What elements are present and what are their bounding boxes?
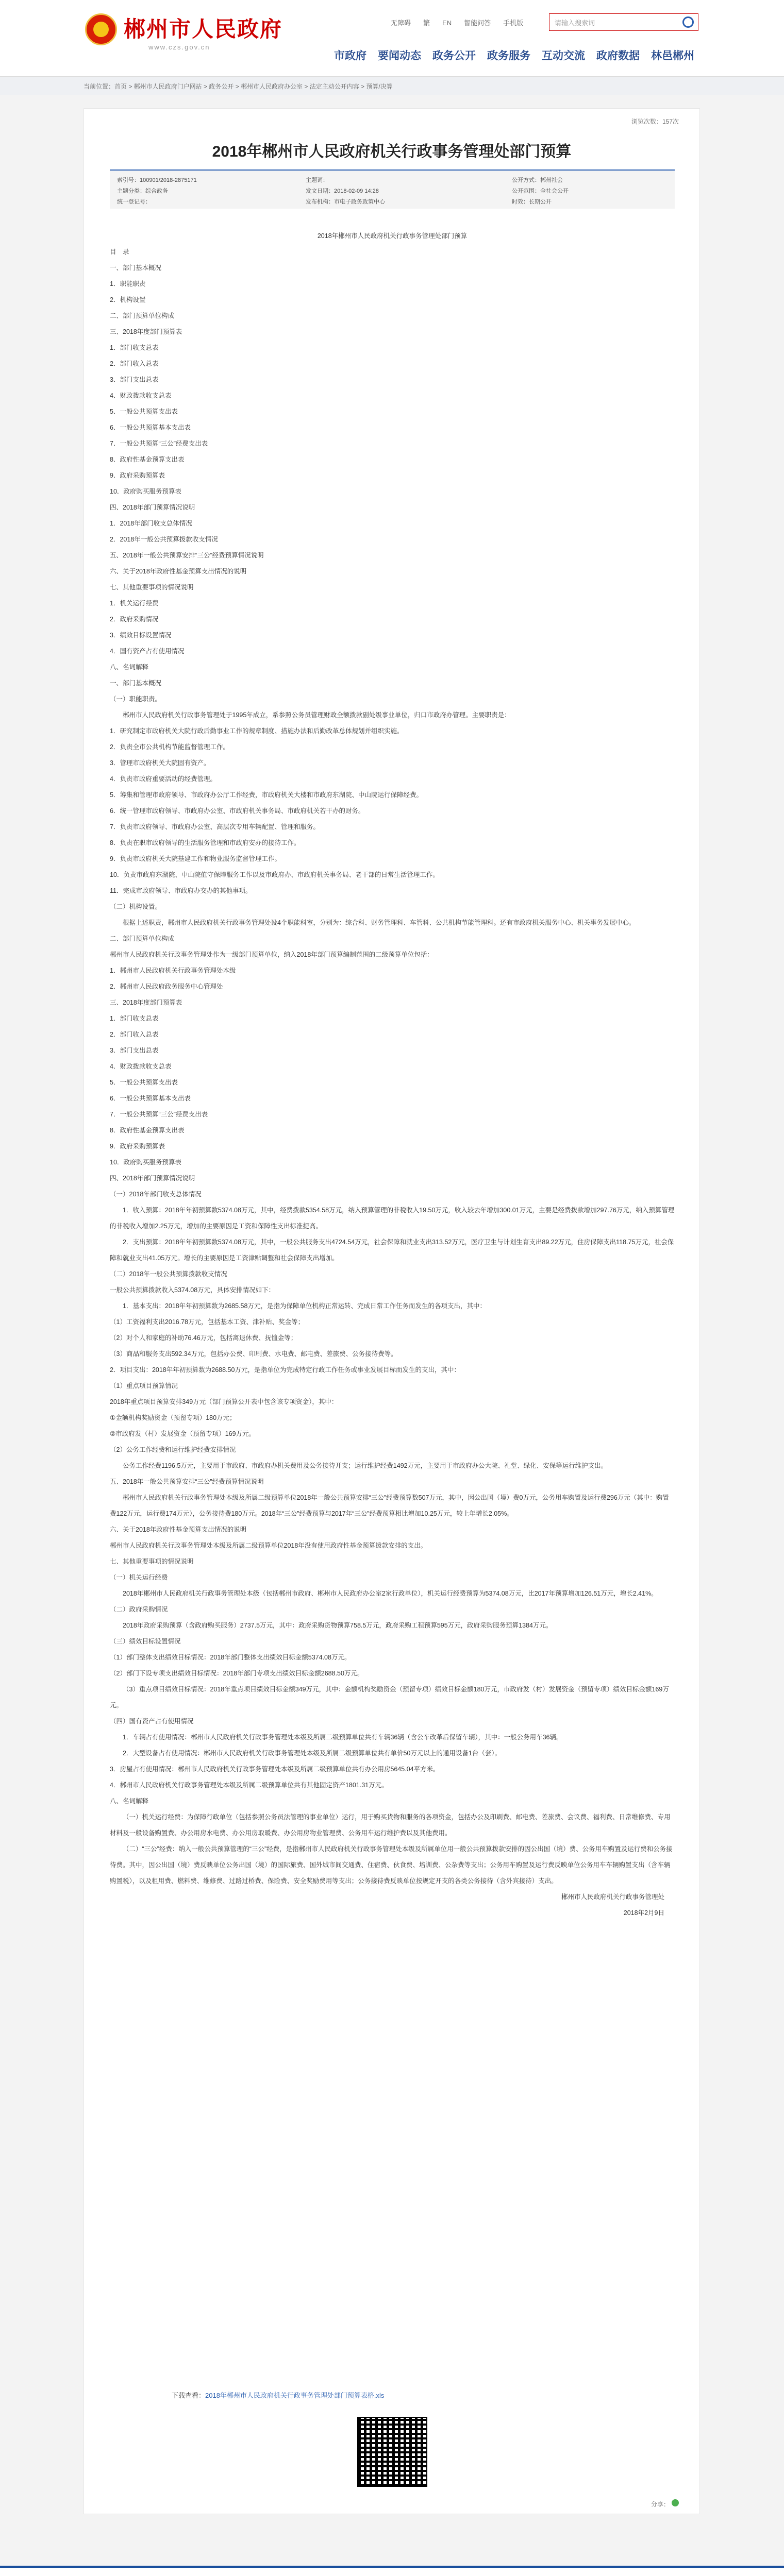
content-paragraph: （1）工资福利支出2016.78万元，包括基本工资、津补贴、奖金等； (110, 1318, 305, 1326)
content-paragraph: 4．郴州市人民政府机关行政事务管理处本级及所属二级预算单位共有其他固定资产1801.31万元。 (110, 1782, 388, 1789)
top-links (391, 18, 536, 27)
content-paragraph: （二）政府采购情况 (110, 1606, 168, 1613)
content-paragraph: 10．政府购买服务预算表 (110, 488, 181, 495)
download-row: 下载查看：2018年郴州市人民政府机关行政事务管理处部门预算表格.xls (172, 2392, 385, 2399)
content-paragraph: （一）职能职责。 (110, 696, 162, 703)
content-paragraph: 四、2018年部门预算情况说明 (110, 1175, 195, 1182)
content-paragraph: 1．部门收支总表 (110, 344, 159, 351)
emblem-icon[interactable] (85, 13, 117, 45)
qa-link[interactable]: 智能问答 (464, 19, 491, 27)
nav-item[interactable]: 林邑郴州 (651, 50, 694, 62)
search-input[interactable]: 请输入搜索词 (555, 19, 595, 27)
content-paragraph: 3．绩效目标设置情况 (110, 632, 172, 639)
content-paragraph: 郴州市人民政府机关行政事务管理处作为一级部门预算单位，纳入2018年部门预算编制范围的二级预算单位包括： (110, 951, 433, 958)
content-paragraph: 1．2018年部门收支总体情况 (110, 520, 192, 527)
nav-item[interactable]: 互动交流 (542, 50, 585, 62)
content-paragraph: （2）部门下设专项支出绩效目标情况：2018年部门专项支出绩效目标金额2688.50万元。 (110, 1670, 364, 1677)
page-title: 2018年郴州市人民政府机关行政事务管理处部门预算 (212, 143, 572, 160)
content-paragraph: 9．负责市政府机关大院基建工作和物业服务监督管理工作。 (110, 855, 281, 862)
content-paragraph: ②市政府发（村）发展资金（预留专项）169万元。 (110, 1430, 256, 1437)
content-paragraph: 2．负责全市公共机构节能监督管理工作。 (110, 743, 229, 751)
content-paragraph: 5．筹集和管理市政府领导、市政府办公厅工作经费，市政府机关大楼和市政府东湖院、中山院运行保障经费。 (110, 791, 423, 799)
content-paragraph: 1．职能职责 (110, 280, 146, 287)
content-paragraph: 2．2018年一般公共预算拨款收支情况 (110, 536, 218, 543)
nav-item[interactable]: 政务服务 (487, 50, 530, 62)
content-paragraph: （二）“三公”经费：纳入一般公共预算管理的“三公”经费，是指郴州市人民政府机关行政事务管理处本级及所属单位用一般公共预算拨款安排的因公出国（境）费、公务用车购置及运行费和公务接待费。其中，因公出国（境）费反映单位公务出国（境）的国际旅费、国外城市间交通费、住宿费、伙食费、培训费、公杂费等支出；公务用车购置及运行费反映单位公务用车车辆购置支出（含车辆购置税），以及租用费、燃料费、维修费、过路过桥费、保险费、安全奖励费用等支出；公务接待费反映单位按规定开支的各类公务接待（含外宾接待）支出。 (110, 1845, 673, 1885)
content-paragraph: 3．房屋占有使用情况：郴州市人民政府机关行政事务管理处本级及所属二级预算单位共有办公用房5645.04平方米。 (110, 1766, 440, 1773)
content-paragraph: 2．部门收入总表 (110, 1031, 159, 1038)
search-icon[interactable] (682, 16, 694, 28)
content-paragraph: 五、2018年一般公共预算安排“三公”经费预算情况说明 (110, 1478, 264, 1485)
wechat-icon[interactable] (672, 2499, 679, 2506)
content-paragraph: 8．政府性基金预算支出表 (110, 1127, 185, 1134)
content-paragraph: （2）公务工作经费和运行维护经费安排情况 (110, 1446, 236, 1453)
content-paragraph: 二、部门预算单位构成 (110, 312, 175, 319)
article-body (110, 228, 675, 1921)
content-paragraph: 1．基本支出：2018年年初预算数为2685.58万元，是指为保障单位机构正常运转、完成日常工作任务而发生的各项支出，其中： (123, 1302, 486, 1310)
content-paragraph: （3）商品和服务支出592.34万元，包括办公费、印刷费、水电费、邮电费、差旅费、公务接待费等。 (110, 1350, 397, 1358)
content-paragraph: 1．收入预算：2018年年初预算数5374.08万元，其中，经费拨款5354.58万元，纳入预算管理的非税收入19.50万元，收入较去年增加300.01万元，主要是经费拨款增加297.76万元，纳入预算管理的非税收入增加2.25万元，增加的主要原因是工资和保障性支出标准提高。 (110, 1207, 675, 1230)
content-paragraph: （二）2018年一般公共预算拨款收支情况 (110, 1270, 227, 1278)
content-paragraph: 公务工作经费1196.5万元，主要用于市政府、市政府办机关费用及公务接待开支；运行维护经费1492万元，主要用于市政府办公大院、礼堂、绿化、安保等运行维护支出。 (123, 1462, 608, 1469)
content-paragraph: 2018年政府采购预算（含政府购买服务）2737.5万元，其中：政府采购货物预算758.5万元，政府采购工程预算595万元，政府采购服务预算1384万元。 (123, 1622, 553, 1629)
content-paragraph: （四）国有资产占有使用情况 (110, 1718, 194, 1725)
content-paragraph: 郴州市人民政府机关行政事务管理处本级及所属二级预算单位2018年没有使用政府性基金预算拨款安排的支出。 (110, 1542, 427, 1549)
content-paragraph: 郴州市人民政府机关行政事务管理处于1995年成立，系参照公务员管理财政全额拨款副处级事业单位，归口市政府办管理。主要职责是： (123, 711, 511, 719)
content-paragraph: （一）机关运行经费：为保障行政单位（包括参照公务员法管理的事业单位）运行，用于购买货物和服务的各项资金，包括办公及印刷费、邮电费、差旅费、会议费、福利费、日常维修费、专用材料及一般设备购置费、办公用房水电费、办公用房取暖费、办公用房物业管理费、公务用车运行维护费以及其他费用。 (110, 1814, 671, 1837)
content-paragraph: 2018年郴州市人民政府机关行政事务管理处部门预算 (317, 232, 468, 240)
accessibility-link[interactable]: 无障碍 (391, 19, 411, 27)
content-paragraph: 8．负责在职市政府领导的生活服务管理和市政府安办的接待工作。 (110, 839, 301, 846)
content-paragraph: 7．一般公共预算“三公”经费支出表 (110, 1111, 208, 1118)
content-paragraph: 五、2018年一般公共预算安排“三公”经费预算情况说明 (110, 552, 264, 559)
content-paragraph: 7．负责市政府领导、市政府办公室、高层次专用车辆配置、管理和服务。 (110, 823, 320, 831)
content-paragraph: 9．政府采购预算表 (110, 472, 165, 479)
content-paragraph: 3．管理市政府机关大院固有资产。 (110, 759, 210, 767)
index-value: 100901/2018-2875171 (140, 177, 197, 183)
content-paragraph: 目 录 (110, 248, 129, 256)
search-box[interactable] (549, 13, 698, 31)
content-paragraph: 4．国有资产占有使用情况 (110, 648, 185, 655)
content-paragraph: 2018年2月9日 (623, 1909, 664, 1917)
traditional-link[interactable]: 繁 (423, 19, 430, 27)
content-paragraph: （三）绩效目标设置情况 (110, 1638, 181, 1645)
content-paragraph: 6．一般公共预算基本支出表 (110, 1095, 191, 1102)
content-paragraph: 三、2018年度部门预算表 (110, 999, 182, 1006)
content-paragraph: 六、关于2018年政府性基金预算支出情况的说明 (110, 1526, 247, 1533)
content-paragraph: （1）重点项目预算情况 (110, 1382, 178, 1389)
publish-date: 2018-02-09 14:28 (334, 188, 379, 194)
nav-item[interactable]: 政务公开 (432, 50, 476, 62)
content-paragraph: 3．部门支出总表 (110, 1047, 159, 1054)
site-title[interactable]: 郴州市人民政府 (124, 16, 283, 42)
content-paragraph: 1．车辆占有使用情况：郴州市人民政府机关行政事务管理处本级及所属二级预算单位共有车辆36辆（含公车改革后保留车辆），其中：一般公务用车36辆。 (123, 1734, 563, 1741)
content-paragraph: 一、部门基本概况 (110, 680, 162, 687)
article-card (84, 108, 700, 2514)
content-paragraph: 三、2018年度部门预算表 (110, 328, 182, 335)
content-paragraph: 根据上述职责，郴州市人民政府机关行政事务管理处设4个职能科室，分别为：综合科、财务管理科、车管科、公共机构节能管理科。还有市政府机关服务中心、机关事务发展中心。 (123, 919, 636, 926)
content-paragraph: 二、部门预算单位构成 (110, 935, 175, 942)
content-paragraph: 2．项目支出：2018年年初预算数为2688.50万元，是指单位为完成特定行政工作任务或事业发展目标而发生的支出，其中： (110, 1366, 460, 1374)
mobile-link[interactable]: 手机版 (503, 19, 524, 27)
content-paragraph: （一）机关运行经费 (110, 1574, 168, 1581)
qr-code (357, 2417, 427, 2487)
download-link[interactable]: 2018年郴州市人民政府机关行政事务管理处部门预算表格.xls (205, 2392, 385, 2399)
breadcrumb-bar (0, 76, 784, 95)
content-paragraph: 7．一般公共预算“三公”经费支出表 (110, 440, 208, 447)
content-paragraph: （二）机构设置。 (110, 903, 162, 910)
content-paragraph: 2．大型设备占有使用情况：郴州市人民政府机关行政事务管理处本级及所属二级预算单位共有单价50万元以上的通用设备1台（套）。 (123, 1750, 502, 1757)
content-paragraph: 5．一般公共预算支出表 (110, 408, 178, 415)
content-paragraph: 1．郴州市人民政府机关行政事务管理处本级 (110, 967, 236, 974)
site-header (0, 0, 784, 76)
content-paragraph: 2018年重点项目预算安排349万元（部门预算公开表中包含该专项资金），其中： (110, 1398, 338, 1405)
content-paragraph: 2．机构设置 (110, 296, 146, 303)
content-paragraph: 八、名词解释 (110, 1798, 149, 1805)
content-paragraph: 一、部门基本概况 (110, 264, 162, 272)
content-paragraph: 1．部门收支总表 (110, 1015, 159, 1022)
content-paragraph: ①金额机构奖励资金（预留专项）180万元； (110, 1414, 236, 1421)
content-paragraph: 四、2018年部门预算情况说明 (110, 504, 195, 511)
english-link[interactable]: EN (442, 19, 452, 27)
content-paragraph: 6．一般公共预算基本支出表 (110, 424, 191, 431)
content-paragraph: （2）对个人和家庭的补助76.46万元，包括离退休费、抚恤金等； (110, 1334, 297, 1342)
content-paragraph: 七、其他重要事项的情况说明 (110, 1558, 194, 1565)
content-paragraph: 2．郴州市人民政府政务服务中心管理处 (110, 983, 223, 990)
content-paragraph: 9．政府采购预算表 (110, 1143, 165, 1150)
content-paragraph: 4．财政拨款收支总表 (110, 392, 172, 399)
view-count: 浏览次数：157次 (631, 118, 679, 125)
content-paragraph: 4．财政拨款收支总表 (110, 1063, 172, 1070)
nav-item[interactable]: 要闻动态 (378, 50, 421, 62)
content-paragraph: 5．一般公共预算支出表 (110, 1079, 178, 1086)
meta-table: 索引号：100901/2018-2875171 主题词： 公开方式：郴州社会 主题分类：综合政务 发文日期：2018-02-09 14:28 公开范围：全社会公开 统一登记号： 发布机构：市电子政务政策中心 时效：长期公开 (110, 170, 675, 209)
content-paragraph: 10．负责市政府东湖院、中山院值守保障服务工作以及市政府办、市政府机关事务局、老干部的日常生活管理工作。 (110, 871, 439, 878)
site-url: www.czs.gov.cn (148, 43, 210, 51)
nav-item[interactable]: 市政府 (334, 50, 366, 62)
content-paragraph: 2．政府采购情况 (110, 616, 159, 623)
share-bar: 分享： (651, 2499, 679, 2509)
nav-item[interactable]: 政府数据 (596, 50, 640, 62)
content-paragraph: （1）部门整体支出绩效目标情况：2018年部门整体支出绩效目标金额5374.08万元。 (110, 1654, 351, 1661)
breadcrumb[interactable]: 当前位置：首页 > 郴州市人民政府门户网站 > 政务公开 > 郴州市人民政府办公室 > 法定主动公开内容 > 预算/决算 (84, 83, 393, 90)
content-paragraph: 六、关于2018年政府性基金预算支出情况的说明 (110, 568, 247, 575)
content-paragraph: 一般公共预算拨款收入5374.08万元，具体安排情况如下： (110, 1286, 275, 1294)
content-paragraph: （3）重点项目绩效目标情况：2018年重点项目绩效目标金额349万元，其中：金额机构奖励资金（预留专项）绩效目标金额180万元，市政府发（村）发展资金（预留专项）绩效目标金额169万元。 (110, 1686, 669, 1709)
site-footer (0, 2566, 784, 2576)
content-paragraph: 4．负责市政府重要活动的经费管理。 (110, 775, 216, 783)
content-paragraph: 11．完成市政府领导、市政府办交办的其他事项。 (110, 887, 252, 894)
content-paragraph: 郴州市人民政府机关行政事务管理处 (561, 1893, 664, 1901)
content-paragraph: 2．支出预算：2018年年初预算数5374.08万元，其中，一般公共服务支出4724.54万元，社会保障和就业支出313.52万元，医疗卫生与计划生育支出89.22万元，住房保障支出118.75万元，社会保障和就业支出41.05万元。增长的主要原因是工资津贴调整和社会保障支出增加。 (110, 1239, 674, 1262)
content-paragraph: 10．政府购买服务预算表 (110, 1159, 181, 1166)
content-paragraph: 郴州市人民政府机关行政事务管理处本级及所属二级预算单位2018年一般公共预算安排“三公”经费预算数507万元，其中，因公出国（境）费0万元，公务用车购置及运行费296万元（其中：购置费122万元，运行费174万元），公务接待费180万元。2018年“三公”经费预算与2017年“三公”经费预算相比增加10.25万元，较上年增长2.05%。 (110, 1494, 669, 1517)
content-paragraph: 6．统一管理市政府领导、市政府办公室、市政府机关事务局、市政府机关若干办的财务。 (110, 807, 365, 815)
content-paragraph: 1．研究制定市政府机关大院行政后勤事业工作的规章制度、措施办法和后勤改革总体规划并组织实施。 (110, 727, 404, 735)
content-paragraph: 2．部门收入总表 (110, 360, 159, 367)
content-paragraph: 8．政府性基金预算支出表 (110, 456, 185, 463)
content-paragraph: 七、其他重要事项的情况说明 (110, 584, 194, 591)
main-nav (334, 47, 706, 63)
content-paragraph: 八、名词解释 (110, 664, 149, 671)
content-paragraph: 1．机关运行经费 (110, 600, 159, 607)
content-paragraph: 2018年郴州市人民政府机关行政事务管理处本级（包括郴州市政府、郴州市人民政府办公室2家行政单位），机关运行经费预算为5374.08万元，比2017年预算增加126.51万元，增长2.41%。 (123, 1590, 658, 1597)
content-paragraph: （一）2018年部门收支总体情况 (110, 1191, 202, 1198)
content-paragraph: 3．部门支出总表 (110, 376, 159, 383)
